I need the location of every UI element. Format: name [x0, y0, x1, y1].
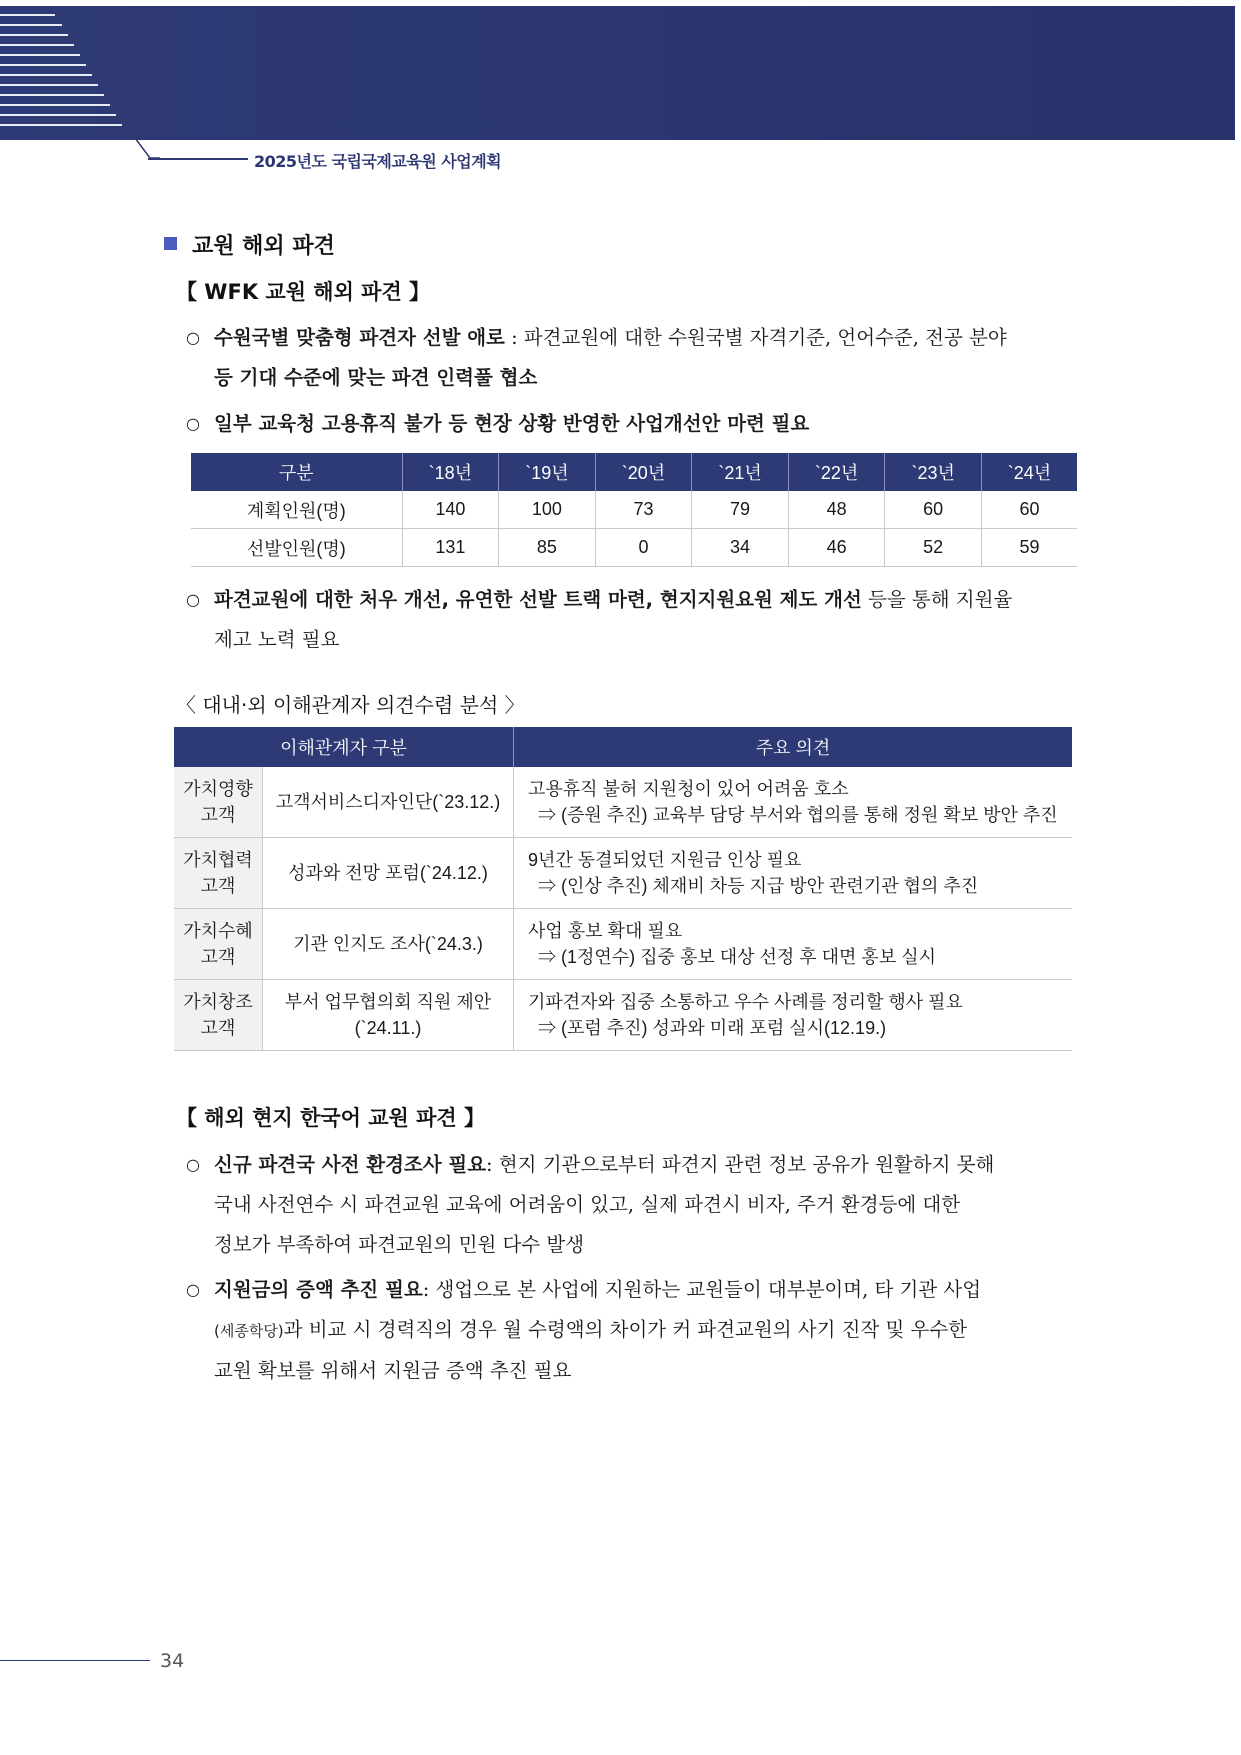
- table-cell: 131: [402, 529, 499, 567]
- opinion-text: 9년간 동결되었던 지원금 인상 필요: [528, 850, 802, 870]
- wfk-bullet-3: ○ 파견교원에 대한 처우 개선, 유연한 선발 트랙 마련, 현지지원요원 제도 개선 등을 통해 지원율 제고 노력 필요: [186, 580, 1076, 660]
- table-header-cell: 구분: [191, 453, 402, 491]
- bullet-circle-icon: ○: [186, 590, 200, 609]
- main-opinion: [514, 980, 1073, 1051]
- table-header-cell: `22년: [788, 453, 885, 491]
- opinion-row: [174, 909, 1072, 980]
- table-header-cell: `23년: [885, 453, 982, 491]
- table-row: [191, 529, 1077, 567]
- opinion-text: 사업 홍보 확대 필요: [528, 921, 683, 941]
- opinion-header-group: 이해관계자 구분: [174, 727, 514, 767]
- table-cell: 46: [788, 529, 885, 567]
- table-row: [191, 491, 1077, 529]
- korean-bullet-1: ○ 신규 파견국 사전 환경조사 필요: 현지 기관으로부터 파견지 관련 정보 공유가 원활하지 못해 국내 사전연수 시 파견교원 교육에 어려움이 있고, 실제 파견시 비자, 주거 환경등에 대한 정보가 부족하여 파견교원의 민원 다수 발생: [186, 1145, 1076, 1265]
- table-cell: 52: [885, 529, 982, 567]
- header-accent-line: [0, 138, 160, 162]
- header-stripes: [0, 6, 150, 136]
- opinion-action: ⇒ (증원 추진) 교육부 담당 부서와 협의를 통해 정원 확보 방안 추진: [538, 805, 1058, 825]
- korean-subtitle: 【 해외 현지 한국어 교원 파견 】: [176, 1106, 486, 1130]
- opinion-action: ⇒ (인상 추진) 체재비 차등 지급 방안 관련기관 협의 추진: [538, 876, 979, 896]
- table-header-cell: `18년: [402, 453, 499, 491]
- table-header-cell: `24년: [981, 453, 1077, 491]
- main-opinion: [514, 909, 1073, 980]
- bullet-circle-icon: ○: [186, 1155, 200, 1174]
- stakeholder-category: 가치수혜 고객: [174, 909, 263, 980]
- stakeholder-category: 가치협력 고객: [174, 838, 263, 909]
- table-cell: 140: [402, 491, 499, 529]
- opinion-header-main: 주요 의견: [514, 727, 1073, 767]
- table-cell: 73: [595, 491, 692, 529]
- row-label: 선발인원(명): [191, 529, 402, 567]
- wfk-bullet-2: ○ 일부 교육청 고용휴직 불가 등 현장 상황 반영한 사업개선안 마련 필요: [186, 404, 1076, 444]
- opinion-action: ⇒ (1정연수) 집중 홍보 대상 선정 후 대면 홍보 실시: [538, 947, 936, 967]
- table-header-cell: `21년: [692, 453, 789, 491]
- table-cell: 79: [692, 491, 789, 529]
- wfk-bullet-1: ○ 수원국별 맞춤형 파견자 선발 애로 : 파견교원에 대한 수원국별 자격기준, 언어수준, 전공 분야 등 기대 수준에 맞는 파견 인력풀 협소: [186, 318, 1076, 398]
- recruitment-table: [191, 453, 1077, 567]
- opinion-text: 기파견자와 집중 소통하고 우수 사례를 정리할 행사 필요: [528, 992, 963, 1012]
- main-opinion: [514, 838, 1073, 909]
- stakeholder-source: 고객서비스디자인단(`23.12.): [263, 767, 514, 838]
- main-opinion: [514, 767, 1073, 838]
- table-header-cell: `20년: [595, 453, 692, 491]
- opinion-row: [174, 767, 1072, 838]
- table-cell: 34: [692, 529, 789, 567]
- bullet-circle-icon: ○: [186, 328, 200, 347]
- table-cell: 60: [885, 491, 982, 529]
- table-cell: 100: [499, 491, 596, 529]
- footer-line: [0, 1660, 150, 1661]
- page-number: 34: [160, 1650, 185, 1672]
- opinion-action: ⇒ (포럼 추진) 성과와 미래 포럼 실시(12.19.): [538, 1018, 887, 1038]
- table-cell: 48: [788, 491, 885, 529]
- wfk-subtitle: 【 WFK 교원 해외 파견 】: [176, 280, 431, 304]
- table-header-cell: `19년: [499, 453, 596, 491]
- stakeholder-source: 부서 업무협의회 직원 제안 (`24.11.): [263, 980, 514, 1051]
- section-title: 교원 해외 파견: [192, 234, 335, 259]
- opinion-row: [174, 980, 1072, 1051]
- document-title: 2025년도 국립국제교육원 사업계획: [254, 152, 502, 171]
- header-underline: [148, 158, 248, 160]
- opinion-text: 고용휴직 불허 지원청이 있어 어려움 호소: [528, 779, 849, 799]
- stakeholder-source: 기관 인지도 조사(`24.3.): [263, 909, 514, 980]
- table-cell: 59: [981, 529, 1077, 567]
- bullet-circle-icon: ○: [186, 1280, 200, 1299]
- opinion-table: [174, 727, 1072, 1051]
- header-banner: [0, 6, 1235, 140]
- table-cell: 85: [499, 529, 596, 567]
- table-cell: 60: [981, 491, 1077, 529]
- bullet-circle-icon: ○: [186, 414, 200, 433]
- table-cell: 0: [595, 529, 692, 567]
- stakeholder-category: 가치영향 고객: [174, 767, 263, 838]
- stakeholder-source: 성과와 전망 포럼(`24.12.): [263, 838, 514, 909]
- opinion-subtitle: 〈 대내·외 이해관계자 의견수렴 분석 〉: [176, 693, 525, 717]
- opinion-row: [174, 838, 1072, 909]
- korean-bullet-2: ○ 지원금의 증액 추진 필요: 생업으로 본 사업에 지원하는 교원들이 대부분이며, 타 기관 사업 (세종학당)과 비교 시 경력직의 경우 월 수령액의 차이가 커 파견교원의 사기 진작 및 우수한 교원 확보를 위해서 지원금 증액 추진 필요: [186, 1270, 1076, 1391]
- stakeholder-category: 가치창조 고객: [174, 980, 263, 1051]
- row-label: 계획인원(명): [191, 491, 402, 529]
